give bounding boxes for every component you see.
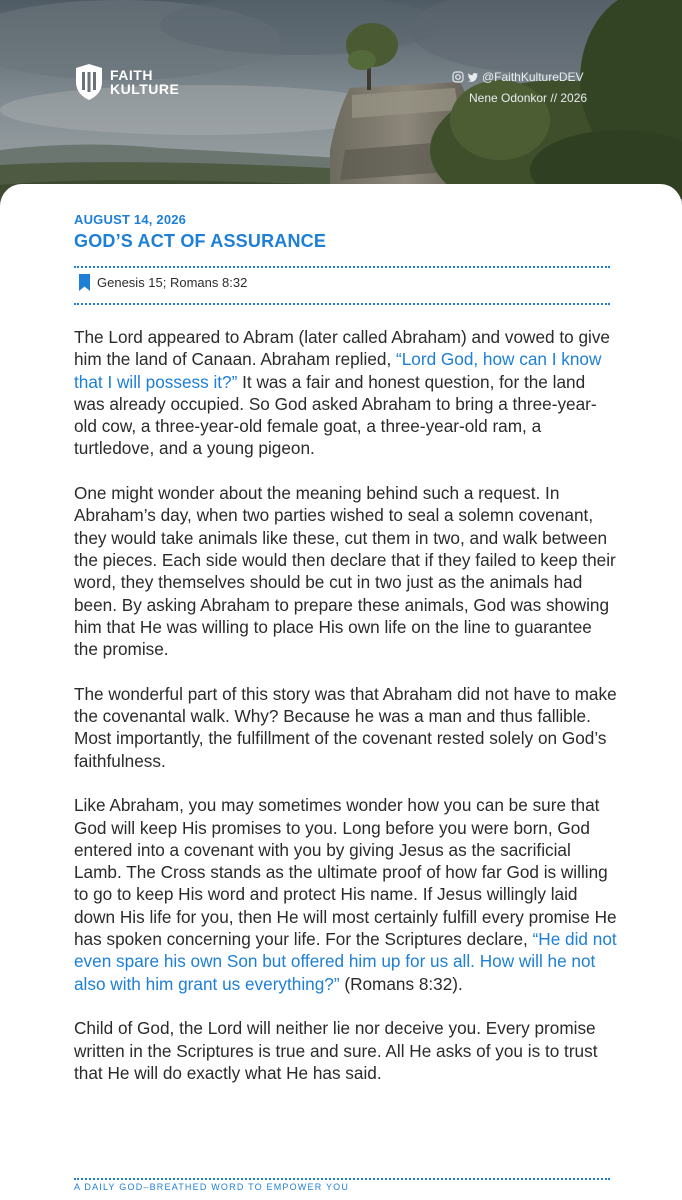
landscape-illustration — [0, 0, 682, 210]
social-handle — [452, 70, 584, 84]
footer-tagline: A DAILY GOD–BREATHED WORD TO EMPOWER YOU — [74, 1182, 350, 1192]
devotional-body — [74, 326, 618, 1106]
paragraph-2: One might wonder about the meaning behind such a request. In Abraham’s day, when two parties wished to seal a solemn covenant, they would take animals like these, cut them in two, and walk between the pieces. Each side would then declare that if they failed to keep their word, they themselves should be cut in two just as the animals had been. By asking Abraham to prepare these animals, God was showing him that He was willing to place His own life on the line to guarantee the promise. — [74, 483, 616, 660]
bookmark-icon — [78, 274, 91, 291]
scripture-reference-text: Genesis 15; Romans 8:32 — [97, 275, 248, 290]
social-handle-text: @FaithKultureDEV — [482, 70, 584, 84]
divider-bottom — [74, 303, 610, 305]
paragraph-5: Child of God, the Lord will neither lie nor deceive you. Every promise written in the Scriptures is true and sure. All He asks of you is to trust that He will do exactly what He has said. — [74, 1018, 598, 1083]
divider-top — [74, 266, 610, 268]
instagram-icon — [452, 71, 464, 83]
twitter-icon — [467, 71, 479, 83]
photo-credit: Nene Odonkor // 2026 — [469, 91, 588, 105]
shield-logo-icon — [74, 62, 104, 102]
brand-logo — [74, 62, 179, 102]
devotional-date: AUGUST 14, 2026 — [74, 212, 187, 227]
paragraph-4: Like Abraham, you may sometimes wonder how you can be sure that God will keep His promises to you. Long before you were born, God entered into a covenant with you by giving Jesus as the sacrificial Lamb. The Cross stands as the ultimate proof of how far God is willing to go to keep His word and protect His name. If Jesus willingly laid down His life for you, then He will most certainly fulfill every promise He has spoken concerning your life. For the Scriptures declare, “He did not even spare his own Son but offered him up for us all. How will he not also with him grant us everything?” (Romans 8:32). — [74, 795, 617, 994]
scripture-reference — [78, 274, 247, 291]
paragraph-1: The Lord appeared to Abram (later called Abraham) and vowed to give him the land of Canaan. Abraham replied, “Lord God, how can I know that I will possess it?” It was a fair and honest question, for the land was already occupied. So God asked Abraham to bring a three-year-old cow, a three-year-old female goat, a three-year-old ram, a turtledove, and a young pigeon. — [74, 327, 610, 459]
brand-line-1: FAITH — [110, 67, 153, 83]
scripture-quote: “He did not even spare his own Son but offered him up for us all. How will he not also with him grant us everything?” — [74, 929, 617, 994]
scripture-quote: “Lord God, how can I know that I will possess it?” — [74, 349, 602, 392]
devotional-title: GOD’S ACT OF ASSURANCE — [74, 231, 327, 251]
brand-line-2: KULTURE — [110, 81, 180, 97]
footer-divider — [74, 1178, 610, 1180]
paragraph-3: The wonderful part of this story was that Abraham did not have to make the covenantal walk. Why? Because he was a man and thus fallible. Most importantly, the fulfillment of the covenant rested solely on God’s faithfulness. — [74, 683, 617, 771]
header-photo — [0, 0, 682, 210]
